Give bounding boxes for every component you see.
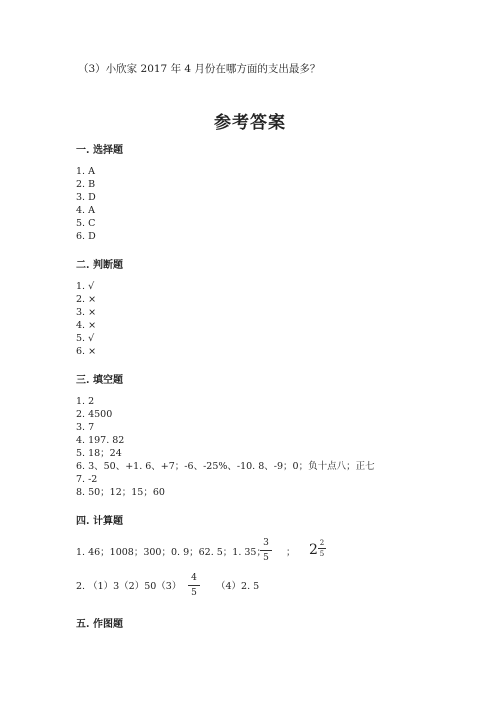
section-heading-choice: 一. 选择题 [76,145,123,156]
answer-line: 3. × [76,307,97,318]
calc-answer-line-2-tail: （4）2. 5 [216,581,260,592]
question-3-text: （3）小欣家 2017 年 4 月份在哪方面的支出最多？ [78,63,321,75]
answer-key-title: 参考答案 [214,113,286,133]
fraction [188,573,200,598]
answer-line: 3. D [76,192,96,203]
fraction [260,538,272,563]
answer-line: 6. D [76,231,96,242]
fraction-denominator: 5 [191,588,197,598]
answer-line: 3. 7 [76,422,95,433]
answer-line: 5. √ [76,333,95,344]
fraction-denominator: 5 [263,553,269,563]
separator: ； [286,547,296,558]
answer-line: 8. 50；12；15；60 [76,487,165,498]
answer-line: 6. 3、50、+1. 6、+7；-6、-25%、-10. 8、-9；0；负十点八；正七 [76,461,375,472]
calc-answer-line-1: 1. 46；1008；300；0. 9；62. 5；1. 35； [76,547,266,558]
answer-line: 2. B [76,179,96,190]
fraction-denominator: 5 [319,550,325,558]
section-heading-drawing: 五. 作图题 [76,619,123,630]
section-heading-judgement: 二. 判断题 [76,260,123,271]
answer-line: 5. 18；24 [76,448,122,459]
answer-line: 2. 4500 [76,409,113,420]
section-heading-fill-blank: 三. 填空题 [76,375,123,386]
mixed-number-whole: 2 [309,542,318,558]
answer-line: 4. A [76,205,95,216]
section-heading-calculation: 四. 计算题 [76,516,123,527]
answer-line: 2. × [76,294,97,305]
mixed-number-fraction [318,539,326,558]
answer-line: 1. 2 [76,396,95,407]
answer-line: 5. C [76,218,96,229]
answer-line: 4. 197. 82 [76,435,125,446]
fraction-numerator: 4 [191,573,197,583]
answer-line: 7. -2 [76,474,98,485]
answer-line: 4. × [76,320,97,331]
fraction-numerator: 3 [263,538,269,548]
answer-line: 6. × [76,346,97,357]
calc-answer-line-2: 2. （1）3（2）50（3） [76,581,182,592]
fraction-numerator: 2 [319,539,325,547]
answer-line: 1. A [76,166,95,177]
answer-line: 1. √ [76,281,95,292]
